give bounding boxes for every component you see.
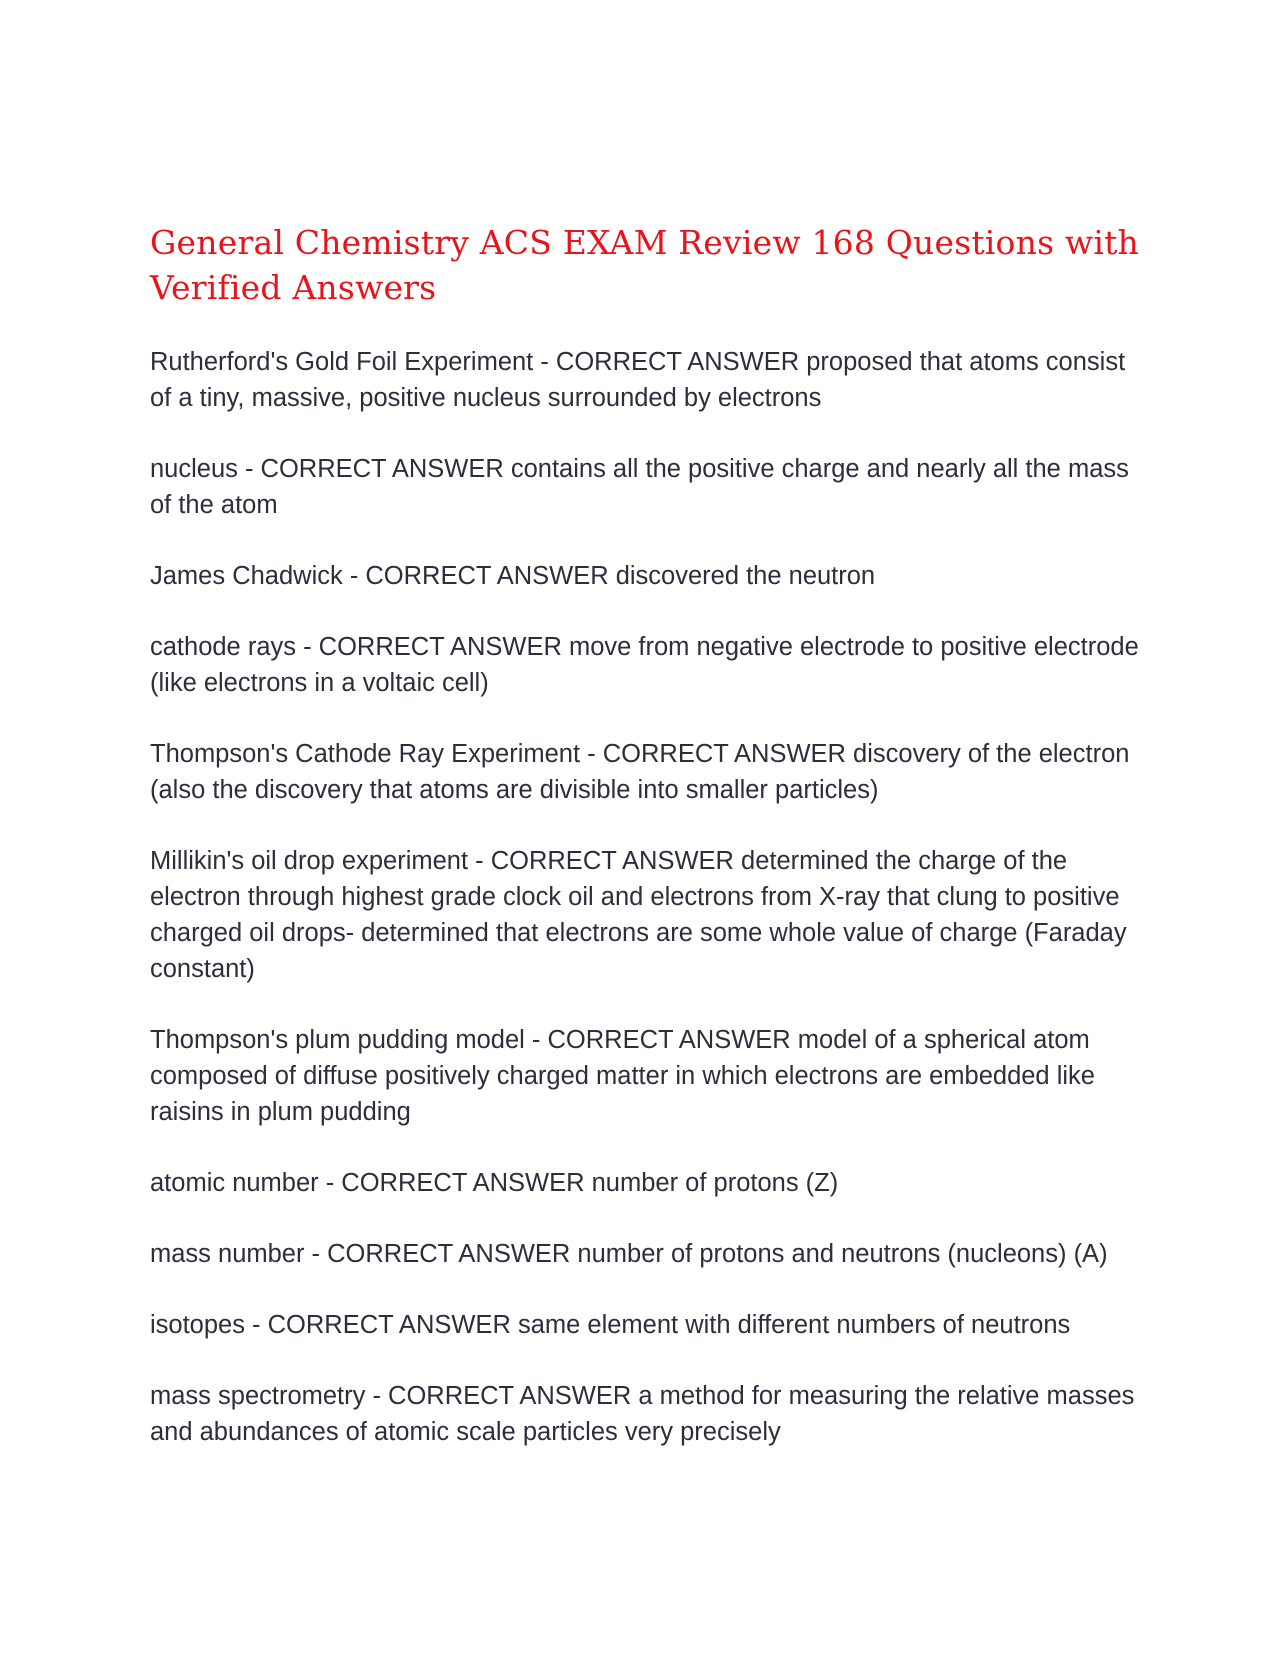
qa-entry: atomic number - CORRECT ANSWER number of protons (Z) (150, 1169, 839, 1197)
qa-entry: Thompson's Cathode Ray Experiment - CORRECT ANSWER discovery of the electron (also the discovery that atoms are divisible into smaller particles) (150, 740, 1130, 804)
qa-entry: mass number - CORRECT ANSWER number of protons and neutrons (nucleons) (A) (150, 1240, 1108, 1268)
qa-entry: mass spectrometry - CORRECT ANSWER a method for measuring the relative masses and abundances of atomic scale particles very precisely (150, 1382, 1135, 1446)
document-title: General Chemistry ACS EXAM Review 168 Questions with Verified Answers (150, 223, 1140, 307)
qa-entry: Thompson's plum pudding model - CORRECT ANSWER model of a spherical atom composed of diffuse positively charged matter in which electrons are embedded like raisins in plum pudding (150, 1026, 1095, 1126)
qa-entry: cathode rays - CORRECT ANSWER move from negative electrode to positive electrode (like electrons in a voltaic cell) (150, 633, 1139, 697)
qa-entry: isotopes - CORRECT ANSWER same element with different numbers of neutrons (150, 1311, 1071, 1339)
qa-entry: James Chadwick - CORRECT ANSWER discovered the neutron (150, 562, 876, 590)
qa-entry: Rutherford's Gold Foil Experiment - CORRECT ANSWER proposed that atoms consist of a tiny, massive, positive nucleus surrounded by electrons (150, 348, 1126, 412)
document-body (150, 220, 1140, 1485)
qa-entry: Millikin's oil drop experiment - CORRECT ANSWER determined the charge of the electron through highest grade clock oil and electrons from X-ray that clung to positive charged oil drops- determined that electrons are some whole value of charge (Faraday constant) (150, 847, 1127, 983)
qa-entry: nucleus - CORRECT ANSWER contains all the positive charge and nearly all the mass of the atom (150, 455, 1129, 519)
